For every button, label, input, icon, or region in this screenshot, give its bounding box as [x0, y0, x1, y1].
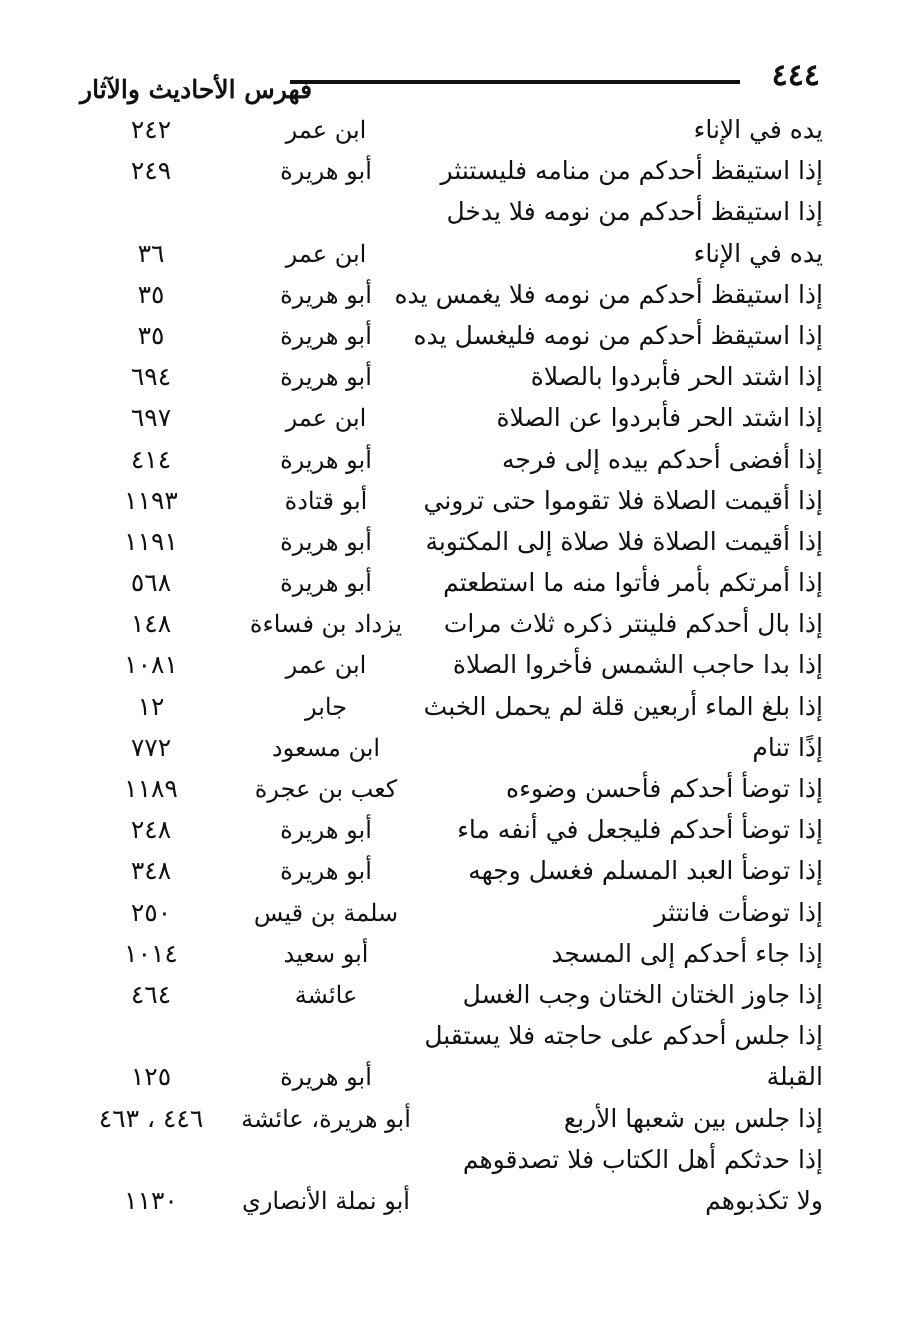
narrator-name: ابن عمر — [285, 116, 367, 144]
index-row — [0, 973, 916, 1014]
narrator-name: ابن عمر — [285, 651, 367, 680]
index-row — [0, 273, 916, 314]
hadith-number: ١٢ — [137, 691, 165, 721]
hadith-number: ١١٣٠ — [124, 1185, 178, 1215]
index-row — [0, 685, 916, 726]
hadith-text: إذا جلس بين شعبها الأربع — [563, 1103, 823, 1133]
index-row — [0, 1055, 916, 1096]
hadith-number: ٢٤٨ — [130, 815, 172, 845]
narrator-name: ابن عمر — [285, 239, 367, 268]
index-row — [0, 643, 916, 684]
narrator-name: عائشة — [294, 980, 358, 1009]
narrator-name: ابن مسعود — [271, 733, 381, 762]
hadith-text: إذا استيقظ أحدكم من نومه فلا يغمس يده — [394, 279, 823, 309]
narrator-name: سلمة بن قيس — [253, 898, 399, 927]
hadith-number: ١٢٥ — [130, 1062, 172, 1092]
hadith-text: إذا أقيمت الصلاة فلا صلاة إلى المكتوبة — [425, 526, 823, 556]
hadith-number: ٣٤٨ — [130, 856, 172, 886]
page-number: ٤٤٤ — [771, 58, 820, 93]
hadith-number: ٣٥ — [137, 320, 165, 350]
index-row — [0, 190, 916, 231]
hadith-text: إذا أفضى أحدكم بيده إلى فرجه — [502, 444, 823, 474]
narrator-name: أبو هريرة — [280, 816, 372, 845]
hadith-number: ١٠٨١ — [124, 650, 178, 680]
hadith-text: يده في الإناء — [693, 115, 823, 144]
narrator-name: أبو هريرة — [280, 527, 372, 556]
index-row — [0, 355, 916, 396]
hadith-text: إذا توضأت فانتثر — [654, 897, 823, 927]
hadith-text: إذا توضأ العبد المسلم فغسل وجهه — [468, 856, 823, 886]
narrator-name: أبو هريرة — [280, 157, 372, 186]
hadith-text: إذا استيقظ أحدكم من نومه فليغسل يده — [413, 320, 823, 350]
hadith-text: إذا استيقظ أحدكم من منامه فليستنثر — [440, 156, 823, 186]
hadith-index-list — [0, 108, 916, 1220]
narrator-name: أبو هريرة — [280, 569, 372, 598]
narrator-name: يزداد بن فساءة — [249, 610, 403, 639]
index-row — [0, 149, 916, 190]
hadith-number: ٤٦٤ — [130, 979, 172, 1009]
index-row — [0, 767, 916, 808]
narrator-name: أبو هريرة — [280, 445, 372, 474]
hadith-number: ١٠١٤ — [124, 938, 178, 968]
index-row — [0, 849, 916, 890]
index-row — [0, 232, 916, 273]
hadith-number: ١١٩١ — [124, 526, 178, 556]
narrator-name: جابر — [304, 692, 348, 721]
hadith-number: ٦٩٧ — [130, 403, 172, 433]
index-row — [0, 1138, 916, 1179]
hadith-text: إذا جلس أحدكم على حاجته فلا يستقبل — [424, 1021, 823, 1051]
index-row — [0, 108, 916, 149]
hadith-text: إذا توضأ أحدكم فليجعل في أنفه ماء — [457, 815, 823, 845]
running-title: فهرس الأحاديث والآثار — [80, 75, 313, 104]
narrator-name: ابن عمر — [285, 404, 367, 433]
index-row — [0, 726, 916, 767]
hadith-number: ٧٧٢ — [130, 732, 172, 762]
narrator-name: أبو هريرة — [280, 280, 372, 309]
hadith-number: ١١٩٣ — [124, 485, 178, 515]
hadith-text: إذًا تنام — [752, 732, 823, 762]
hadith-text: إذا توضأ أحدكم فأحسن وضوءه — [505, 774, 823, 803]
narrator-name: أبو سعيد — [283, 939, 369, 968]
hadith-text: إذا حدثكم أهل الكتاب فلا تصدقوهم — [462, 1144, 823, 1174]
hadith-number: ٤١٤ — [130, 444, 172, 474]
index-row — [0, 1179, 916, 1220]
index-row — [0, 561, 916, 602]
index-row — [0, 1014, 916, 1055]
index-row — [0, 891, 916, 932]
hadith-number: ٦٩٤ — [130, 362, 172, 392]
hadith-number: ١٤٨ — [130, 609, 172, 639]
header-rule — [290, 80, 740, 84]
hadith-text: إذا استيقظ أحدكم من نومه فلا يدخل — [446, 197, 823, 227]
narrator-name: أبو هريرة — [280, 321, 372, 350]
index-row — [0, 314, 916, 355]
hadith-number: ١١٨٩ — [124, 774, 178, 803]
hadith-text: إذا أمرتكم بأمر فأتوا منه ما استطعتم — [443, 568, 823, 598]
narrator-name: أبو نملة الأنصاري — [242, 1186, 410, 1215]
hadith-number: ٤٤٦ ، ٤٦٣ — [98, 1103, 204, 1133]
hadith-text: إذا اشتد الحر فأبردوا بالصلاة — [530, 362, 823, 392]
hadith-text: إذا بلغ الماء أربعين قلة لم يحمل الخبث — [423, 691, 823, 721]
narrator-name: أبو هريرة — [280, 857, 372, 886]
index-row — [0, 520, 916, 561]
hadith-text: إذا جاء أحدكم إلى المسجد — [551, 938, 823, 968]
hadith-number: ٢٤٩ — [130, 156, 172, 186]
hadith-text: إذا بدا حاجب الشمس فأخروا الصلاة — [452, 650, 823, 680]
index-row — [0, 932, 916, 973]
index-row — [0, 438, 916, 479]
hadith-number: ٢٤٢ — [130, 115, 172, 144]
index-row — [0, 396, 916, 437]
hadith-text: إذا بال أحدكم فلينتر ذكره ثلاث مرات — [443, 609, 823, 639]
narrator-name: أبو هريرة — [280, 363, 372, 392]
narrator-name: أبو هريرة — [280, 1063, 372, 1092]
index-row — [0, 1097, 916, 1138]
hadith-number: ٣٥ — [137, 279, 165, 309]
hadith-number: ٥٦٨ — [130, 568, 172, 598]
narrator-name: أبو هريرة، عائشة — [241, 1104, 411, 1133]
hadith-text: يده في الإناء — [693, 238, 823, 268]
hadith-text: ولا تكذبوهم — [705, 1185, 823, 1215]
index-row — [0, 479, 916, 520]
hadith-text: القبلة — [766, 1062, 823, 1092]
narrator-name: كعب بن عجرة — [254, 775, 398, 803]
narrator-name: أبو قتادة — [284, 486, 368, 515]
hadith-number: ٢٥٠ — [130, 897, 172, 927]
index-row — [0, 602, 916, 643]
hadith-number: ٣٦ — [137, 238, 165, 268]
page-header — [80, 56, 820, 102]
hadith-text: إذا جاوز الختان الختان وجب الغسل — [462, 979, 823, 1009]
hadith-text: إذا أقيمت الصلاة فلا تقوموا حتى تروني — [423, 485, 823, 515]
index-row — [0, 808, 916, 849]
hadith-text: إذا اشتد الحر فأبردوا عن الصلاة — [496, 403, 823, 433]
